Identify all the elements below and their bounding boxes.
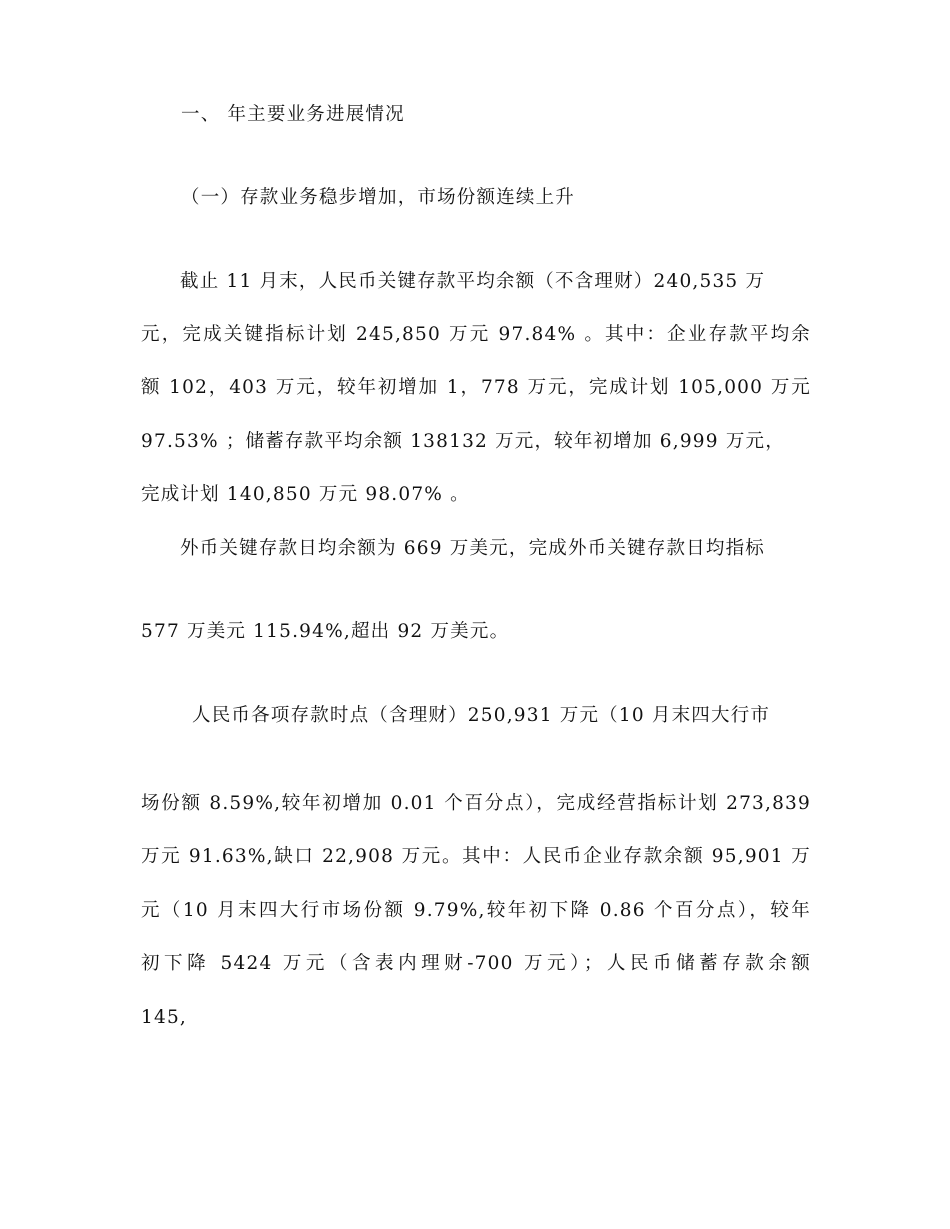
paragraph-3-line-6: 145,	[141, 1007, 187, 1028]
paragraph-3-line-1: 人民币各项存款时点（含理财）250,931 万元（10 月末四大行市	[192, 705, 771, 726]
paragraph-3-line-2: 场份额 8.59%,较年初增加 0.01 个百分点），完成经营指标计划 273,839	[141, 793, 811, 814]
paragraph-1-line-1: 截止 11 月末，人民币关键存款平均余额（不含理财）240,535 万	[180, 271, 766, 292]
paragraph-1-line-4: 97.53% ；储蓄存款平均余额 138132 万元，较年初增加 6,999 万元，	[141, 431, 785, 452]
paragraph-3-line-5: 初下降 5424 万元（含表内理财-700 万元）；人民币储蓄存款余额	[141, 953, 811, 974]
subsection-heading: （一）存款业务稳步增加，市场份额连续上升	[181, 187, 576, 208]
paragraph-1-line-2: 元，完成关键指标计划 245,850 万元 97.84% 。其中：企业存款平均余	[141, 324, 811, 345]
paragraph-3-line-4: 元（10 月末四大行市场份额 9.79%,较年初下降 0.86 个百分点），较年	[141, 900, 811, 921]
paragraph-2-line-2: 577 万美元 115.94%,超出 92 万美元。	[141, 621, 510, 642]
paragraph-3-line-3: 万元 91.63%,缺口 22,908 万元。其中：人民币企业存款余额 95,901 万	[141, 846, 811, 867]
section-heading: 一、 年主要业务进展情况	[181, 104, 405, 125]
paragraph-1-line-5: 完成计划 140,850 万元 98.07% 。	[141, 484, 470, 505]
paragraph-2-line-1: 外币关键存款日均余额为 669 万美元，完成外币关键存款日均指标	[180, 538, 765, 559]
paragraph-1-line-3: 额 102，403 万元，较年初增加 1，778 万元，完成计划 105,000 万元	[141, 377, 811, 398]
